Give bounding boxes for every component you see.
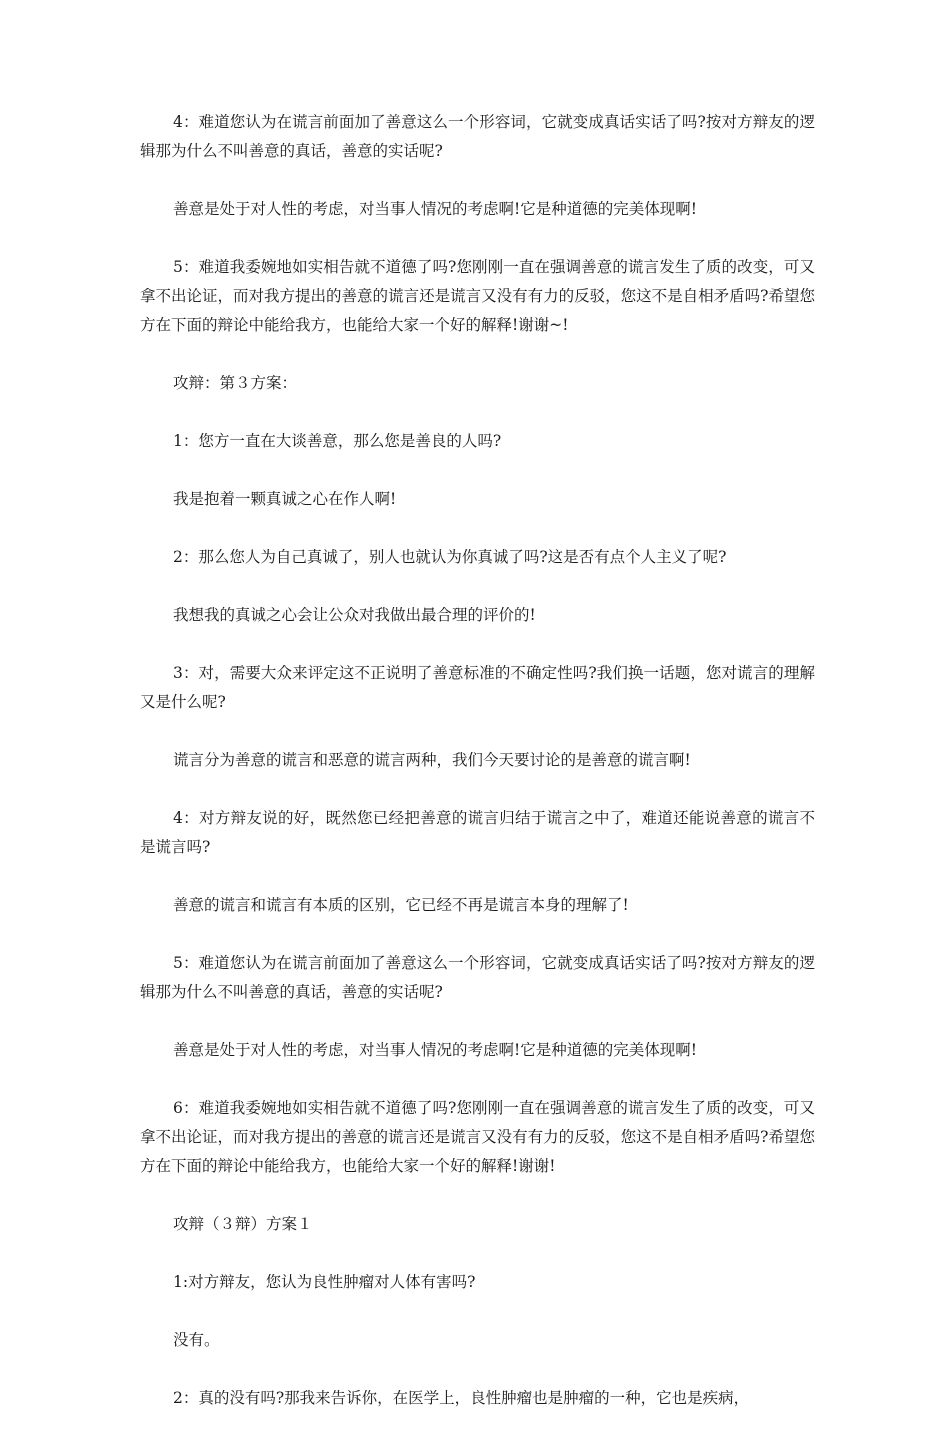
paragraph: 5：难道我委婉地如实相告就不道德了吗?您刚刚一直在强调善意的谎言发生了质的改变，可又拿不出论证，而对我方提出的善意的谎言还是谎言又没有有力的反驳，您这不是自相矛盾吗?希望您方在下面的辩论中能给我方，也能给大家一个好的解释!谢谢~!: [140, 258, 815, 334]
paragraph: 2：那么您人为自己真诚了，别人也就认为你真诚了吗?这是否有点个人主义了呢?: [173, 548, 727, 566]
paragraph: 3：对，需要大众来评定这不正说明了善意标准的不确定性吗?我们换一话题，您对谎言的理解又是什么呢?: [140, 664, 815, 711]
paragraph: 善意是处于对人性的考虑，对当事人情况的考虑啊!它是种道德的完美体现啊!: [173, 1041, 697, 1059]
paragraph: 谎言分为善意的谎言和恶意的谎言两种，我们今天要讨论的是善意的谎言啊!: [173, 751, 691, 769]
paragraph: 我想我的真诚之心会让公众对我做出最合理的评价的!: [173, 606, 536, 624]
paragraph: 1：您方一直在大谈善意，那么您是善良的人吗?: [173, 432, 502, 450]
paragraph: 没有。: [173, 1331, 220, 1349]
paragraph: 4：难道您认为在谎言前面加了善意这么一个形容词，它就变成真话实话了吗?按对方辩友的逻辑那为什么不叫善意的真话，善意的实话呢?: [140, 113, 815, 160]
paragraph: 善意是处于对人性的考虑，对当事人情况的考虑啊!它是种道德的完美体现啊!: [173, 200, 697, 218]
paragraph: 1:对方辩友，您认为良性肿瘤对人体有害吗?: [173, 1273, 476, 1291]
paragraph: 善意的谎言和谎言有本质的区别，它已经不再是谎言本身的理解了!: [173, 896, 629, 914]
paragraph: 4：对方辩友说的好，既然您已经把善意的谎言归结于谎言之中了，难道还能说善意的谎言不是谎言吗?: [140, 809, 815, 856]
paragraph: 6：难道我委婉地如实相告就不道德了吗?您刚刚一直在强调善意的谎言发生了质的改变，可又拿不出论证，而对我方提出的善意的谎言还是谎言又没有有力的反驳，您这不是自相矛盾吗?希望您方在下面的辩论中能给我方，也能给大家一个好的解释!谢谢!: [140, 1099, 815, 1175]
section-heading: 攻辩：第３方案：: [173, 374, 298, 392]
paragraph: 我是抱着一颗真诚之心在作人啊!: [173, 490, 397, 508]
paragraph: 5：难道您认为在谎言前面加了善意这么一个形容词，它就变成真话实话了吗?按对方辩友的逻辑那为什么不叫善意的真话，善意的实话呢?: [140, 954, 815, 1001]
paragraph: 2：真的没有吗?那我来告诉你，在医学上，良性肿瘤也是肿瘤的一种，它也是疾病，: [173, 1389, 750, 1407]
document-body: [140, 108, 815, 1442]
section-heading: 攻辩（３辩）方案１: [173, 1215, 313, 1233]
